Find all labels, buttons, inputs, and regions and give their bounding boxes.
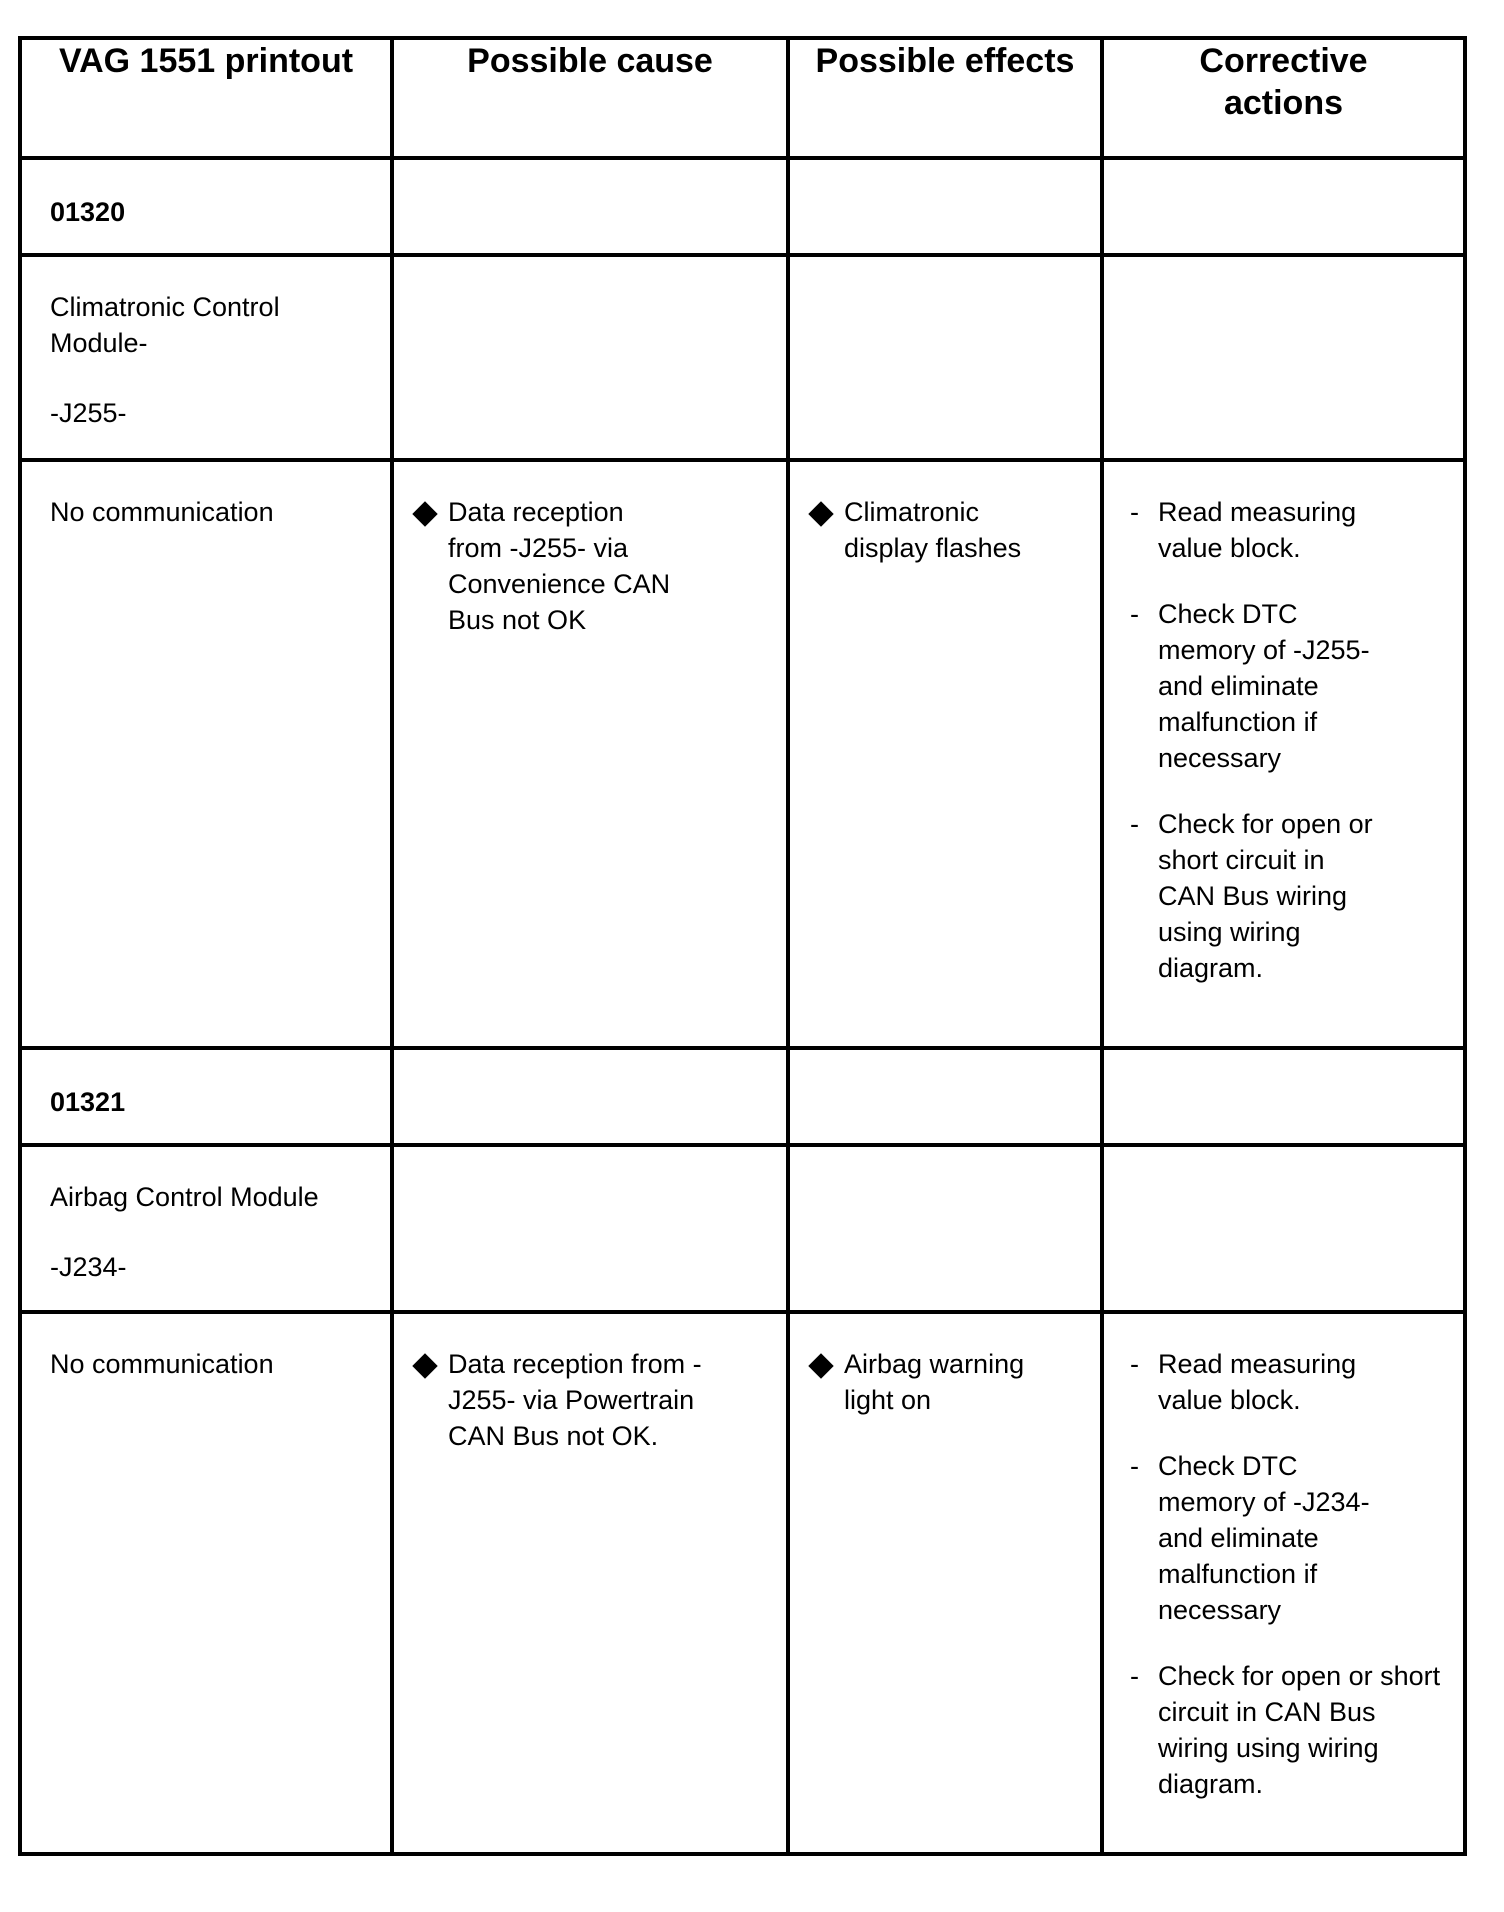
dtc-code-cell [20, 158, 392, 255]
table-row [20, 255, 1465, 460]
module-name: Airbag Control Module [50, 1182, 319, 1212]
effect-cell [788, 1312, 1102, 1854]
table-row [20, 1312, 1465, 1854]
effect-cell [788, 460, 1102, 1048]
header-row [20, 38, 1465, 158]
effect-text: Climatronic display flashes [844, 497, 1022, 563]
action-item: - Read measuring value block. [1130, 497, 1357, 563]
printout-cell [20, 1312, 392, 1854]
action-item: - Read measuring value block. [1130, 1349, 1357, 1415]
printout-text: No communication [50, 497, 274, 527]
action-item: - Check for open or short circuit in CAN Bus wiring using wiring diagram. [1130, 1661, 1441, 1799]
effect-text: Airbag warning light on [844, 1349, 1025, 1415]
printout-text: No communication [50, 1349, 274, 1379]
header-actions: Corrective actions [1102, 38, 1465, 158]
actions-cell [1102, 1312, 1465, 1854]
table-row [20, 460, 1465, 1048]
header-effects: Possible effects [788, 38, 1102, 158]
table-row [20, 1048, 1465, 1145]
header-printout: VAG 1551 printout [20, 38, 392, 158]
action-item: - Check DTC memory of -J255- and eliminate malfunction if necessary [1130, 599, 1370, 773]
actions-cell [1102, 460, 1465, 1048]
diamond-bullet-icon [412, 501, 437, 526]
cause-cell [392, 1312, 788, 1854]
cause-text: Data reception from -J255- via Convenience CAN Bus not OK [448, 497, 671, 635]
module-ref: -J255- [50, 398, 127, 428]
dtc-code: 01321 [50, 1087, 126, 1117]
cause-cell [392, 460, 788, 1048]
header-cause: Possible cause [392, 38, 788, 158]
dtc-code: 01320 [50, 197, 126, 227]
printout-cell [20, 460, 392, 1048]
table-row [20, 158, 1465, 255]
module-cell [20, 1145, 392, 1312]
action-item: - Check DTC memory of -J234- and eliminate malfunction if necessary [1130, 1451, 1370, 1625]
cause-text: Data reception from -J255- via Powertrain CAN Bus not OK. [448, 1349, 702, 1451]
diamond-bullet-icon [412, 1353, 437, 1378]
diamond-bullet-icon [808, 501, 833, 526]
module-cell [20, 255, 392, 460]
diamond-bullet-icon [808, 1353, 833, 1378]
dtc-code-cell [20, 1048, 392, 1145]
module-name: Climatronic Control Module- [50, 292, 280, 358]
action-item: - Check for open or short circuit in CAN Bus wiring using wiring diagram. [1130, 809, 1373, 983]
module-ref: -J234- [50, 1252, 127, 1282]
table-row [20, 1145, 1465, 1312]
dtc-table [18, 36, 1467, 1856]
